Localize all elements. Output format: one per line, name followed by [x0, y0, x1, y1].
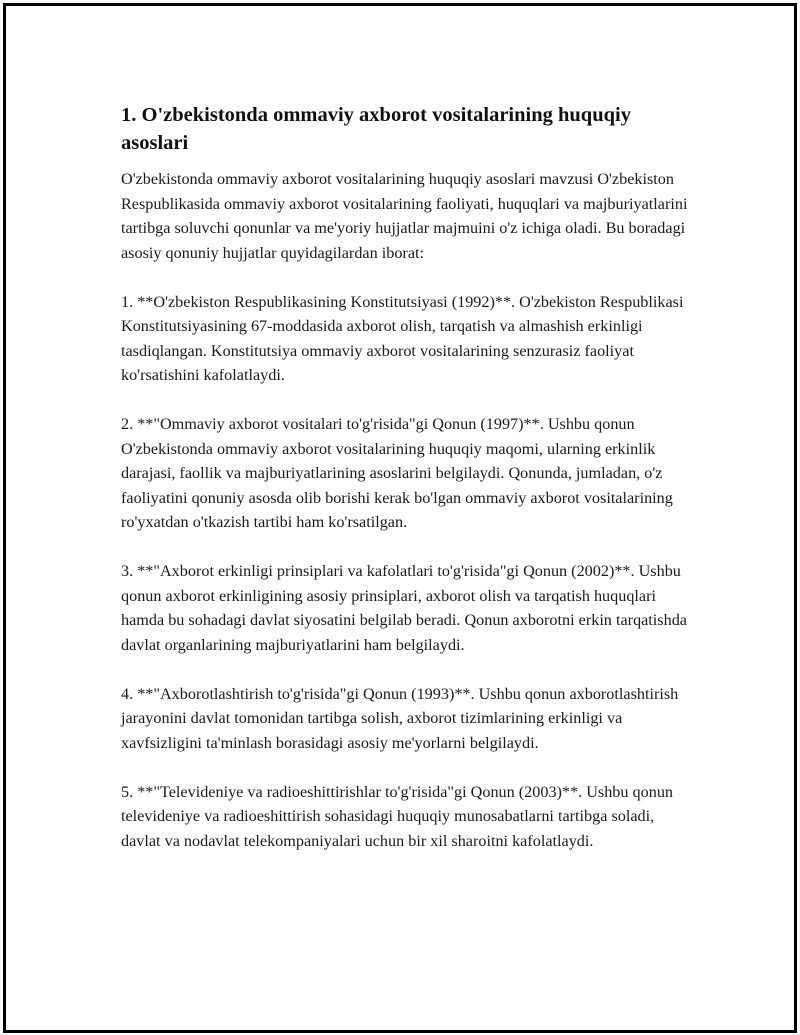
- intro-paragraph: O'zbekistonda ommaviy axborot vositalarining huquqiy asoslari mavzusi O'zbekiston Respublikasida ommaviy axborot vositalarining faoliyati, huquqlari va majburiyatlarini tartibga soluvchi qonunlar va me'yoriy hujjatlar majmuini o'z ichiga oladi. Bu boradagi asosiy qonuniy hujjatlar quyidagilardan iborat:: [121, 170, 688, 262]
- list-item-television-radio-law: 5. **"Televideniye va radioeshittirishlar to'g'risida"gi Qonun (2003)**. Ushbu qonun televideniye va radioeshittirish sohasidagi huquqiy munosabatlarni tartibga soladi, davlat va nodavlat telekompaniyalari uchun bir xil sharoitni kafolatlaydi.: [121, 782, 674, 850]
- list-item-informatization-law: 4. **"Axborotlashtirish to'g'risida"gi Qonun (1993)**. Ushbu qonun axborotlashtirish jarayonini davlat tomonidan tartibga solish, axborot tizimlarining erkinligi va xavfsizligini ta'minlash borasidagi asosiy me'yorlarni belgilaydi.: [121, 684, 679, 752]
- list-item-constitution: 1. **O'zbekiston Respublikasining Konstitutsiyasi (1992)**. O'zbekiston Respublikasi Konstitutsiyasining 67-moddasida axborot olish, tarqatish va almashish erkinligi tasdiqlangan. Konstitutsiya ommaviy axborot vositalarining senzurasiz faoliyat ko'rsatishini kafolatlaydi.: [121, 292, 684, 384]
- list-item-mass-media-law: 2. **"Ommaviy axborot vositalari to'g'risida"gi Qonun (1997)**. Ushbu qonun O'zbekistonda ommaviy axborot vositalarining huquqiy maqomi, ularning erkinlik darajasi, faollik va majburiyatlarining asoslarini belgilaydi. Qonunda, jumladan, o'z faoliyatini qonuniy asosda olib borishi kerak bo'lgan ommaviy axborot vositalarining ro'yxatdan o'tkazish tartibi ham ko'rsatilgan.: [121, 415, 673, 531]
- document-heading: 1. O'zbekistonda ommaviy axborot vositalarining huquqiy asoslari: [121, 104, 631, 154]
- list-item-information-freedom-law: 3. **"Axborot erkinligi prinsiplari va kafolatlari to'g'risida"gi Qonun (2002)**. Ushbu qonun axborot erkinligining asosiy prinsiplari, axborot olish va tarqatish huquqlari hamda bu sohadagi davlat siyosatini belgilab beradi. Qonun axborotni erkin tarqatishda davlat organlarining majburiyatlarini ham belgilaydi.: [121, 562, 687, 654]
- document-body: [121, 101, 691, 878]
- page-frame: [3, 3, 797, 1033]
